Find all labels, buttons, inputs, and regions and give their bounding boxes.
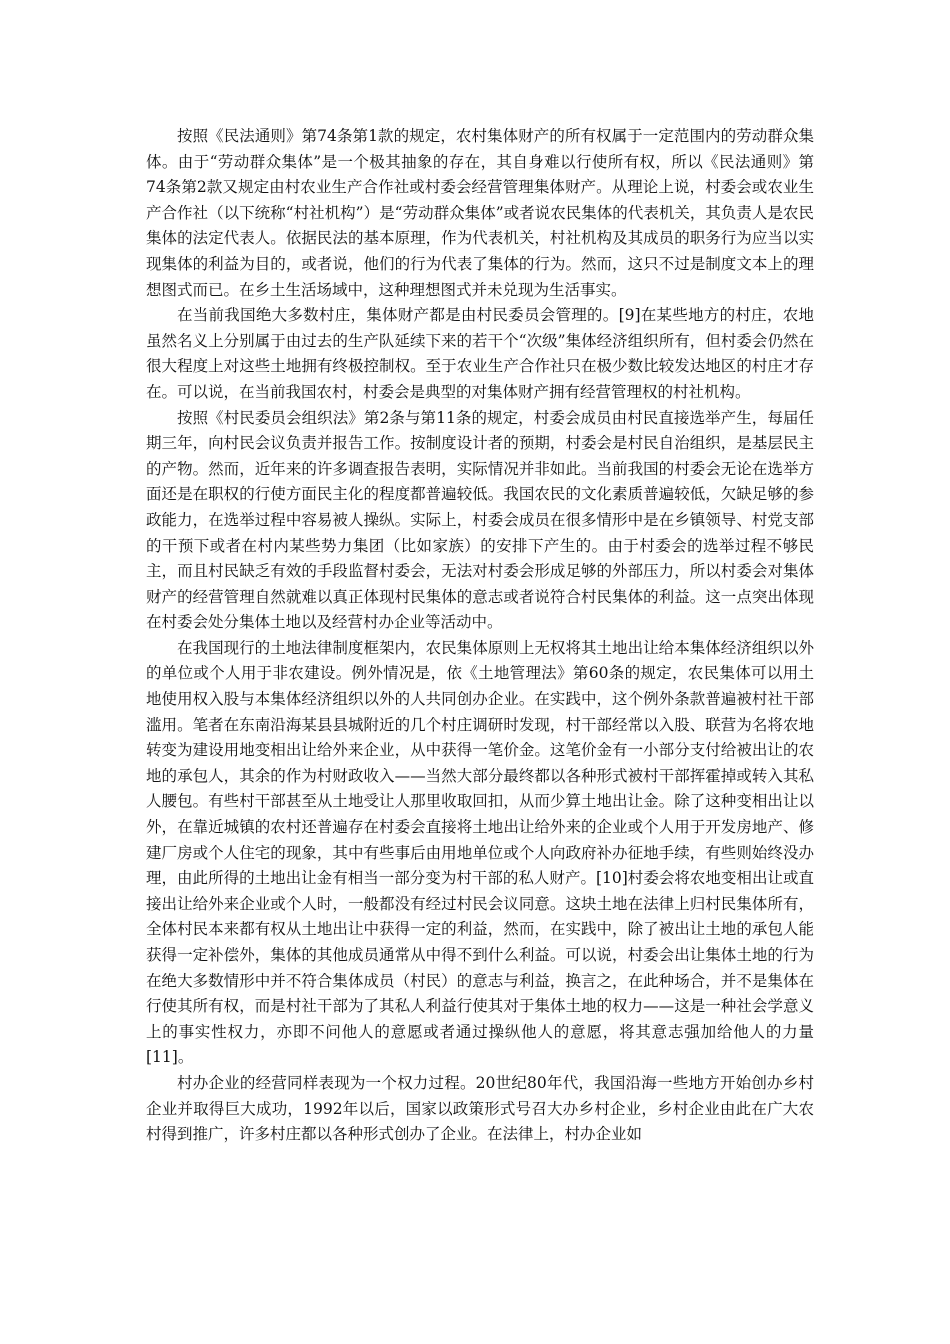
paragraph-1: 按照《民法通则》第74条第1款的规定，农村集体财产的所有权属于一定范围内的劳动群众集体。由于“劳动群众集体”是一个极其抽象的存在，其自身难以行使所有权，所以《民法通则》第74条第2款又规定由村农业生产合作社或村委会经营管理集体财产。从理论上说，村委会或农业生产合作社（以下统称“村社机构”）是“劳动群众集体”或者说农民集体的代表机关，其负责人是农民集体的法定代表人。依据民法的基本原理，作为代表机关，村社机构及其成员的职务行为应当以实现集体的利益为目的，或者说，他们的行为代表了集体的行为。然而，这只不过是制度文本上的理想图式而已。在乡土生活场域中，这种理想图式并未兑现为生活事实。 (146, 127, 814, 299)
document-body (146, 124, 814, 1148)
paragraph-5: 村办企业的经营同样表现为一个权力过程。20世纪80年代，我国沿海一些地方开始创办乡村企业并取得巨大成功，1992年以后，国家以政策形式号召大办乡村企业，乡村企业由此在广大农村得到推广，许多村庄都以各种形式创办了企业。在法律上，村办企业如 (146, 1073, 814, 1144)
paragraph-3: 按照《村民委员会组织法》第2条与第11条的规定，村委会成员由村民直接选举产生，每届任期三年，向村民会议负责并报告工作。按制度设计者的预期，村委会是村民自治组织，是基层民主的产物。然而，近年来的许多调查报告表明，实际情况并非如此。当前我国的村委会无论在选举方面还是在职权的行使方面民主化的程度都普遍较低。我国农民的文化素质普遍较低，欠缺足够的参政能力，在选举过程中容易被人操纵。实际上，村委会成员在很多情形中是在乡镇领导、村党支部的干预下或者在村内某些势力集团（比如家族）的安排下产生的。由于村委会的选举过程不够民主，而且村民缺乏有效的手段监督村委会，无法对村委会形成足够的外部压力，所以村委会对集体财产的经营管理自然就难以真正体现村民集体的意志或者说符合村民集体的利益。这一点突出体现在村委会处分集体土地以及经营村办企业等活动中。 (146, 408, 814, 632)
paragraph-4: 在我国现行的土地法律制度框架内，农民集体原则上无权将其土地出让给本集体经济组织以外的单位或个人用于非农建设。例外情况是，依《土地管理法》第60条的规定，农民集体可以用土地使用权入股与本集体经济组织以外的人共同创办企业。在实践中，这个例外条款普遍被村社干部滥用。笔者在东南沿海某县县城附近的几个村庄调研时发现，村干部经常以入股、联营为名将农地转变为建设用地变相出让给外来企业，从中获得一笔价金。这笔价金有一小部分支付给被出让的农地的承包人，其余的作为村财政收入——当然大部分最终都以各种形式被村干部挥霍掉或转入其私人腰包。有些村干部甚至从土地受让人那里收取回扣，从而少算土地出让金。除了这种变相出让以外，在靠近城镇的农村还普遍存在村委会直接将土地出让给外来的企业或个人用于开发房地产、修建厂房或个人住宅的现象，其中有些事后由用地单位或个人向政府补办征地手续，有些则始终没办理，由此所得的土地出让金有相当一部分变为村干部的私人财产。[10]村委会将农地变相出让或直接出让给外来企业或个人时，一般都没有经过村民会议同意。这块土地在法律上归村民集体所有，全体村民本来都有权从土地出让中获得一定的利益，然而，在实践中，除了被出让土地的承包人能获得一定补偿外，集体的其他成员通常从中得不到什么利益。可以说，村委会出让集体土地的行为在绝大多数情形中并不符合集体成员（村民）的意志与利益，换言之，在此种场合，并不是集体在行使其所有权，而是村社干部为了其私人利益行使其对于集体土地的权力——这是一种社会学意义上的事实性权力，亦即不问他人的意愿或者通过操纵他人的意愿，将其意志强加给他人的力量[11]。 (146, 638, 814, 1067)
paragraph-2: 在当前我国绝大多数村庄，集体财产都是由村民委员会管理的。[9]在某些地方的村庄，农地虽然名义上分别属于由过去的生产队延续下来的若干个“次级”集体经济组织所有，但村委会仍然在很大程度上对这些土地拥有终极控制权。至于农业生产合作社只在极少数比较发达地区的村庄才存在。可以说，在当前我国农村，村委会是典型的对集体财产拥有经营管理权的村社机构。 (146, 306, 814, 401)
